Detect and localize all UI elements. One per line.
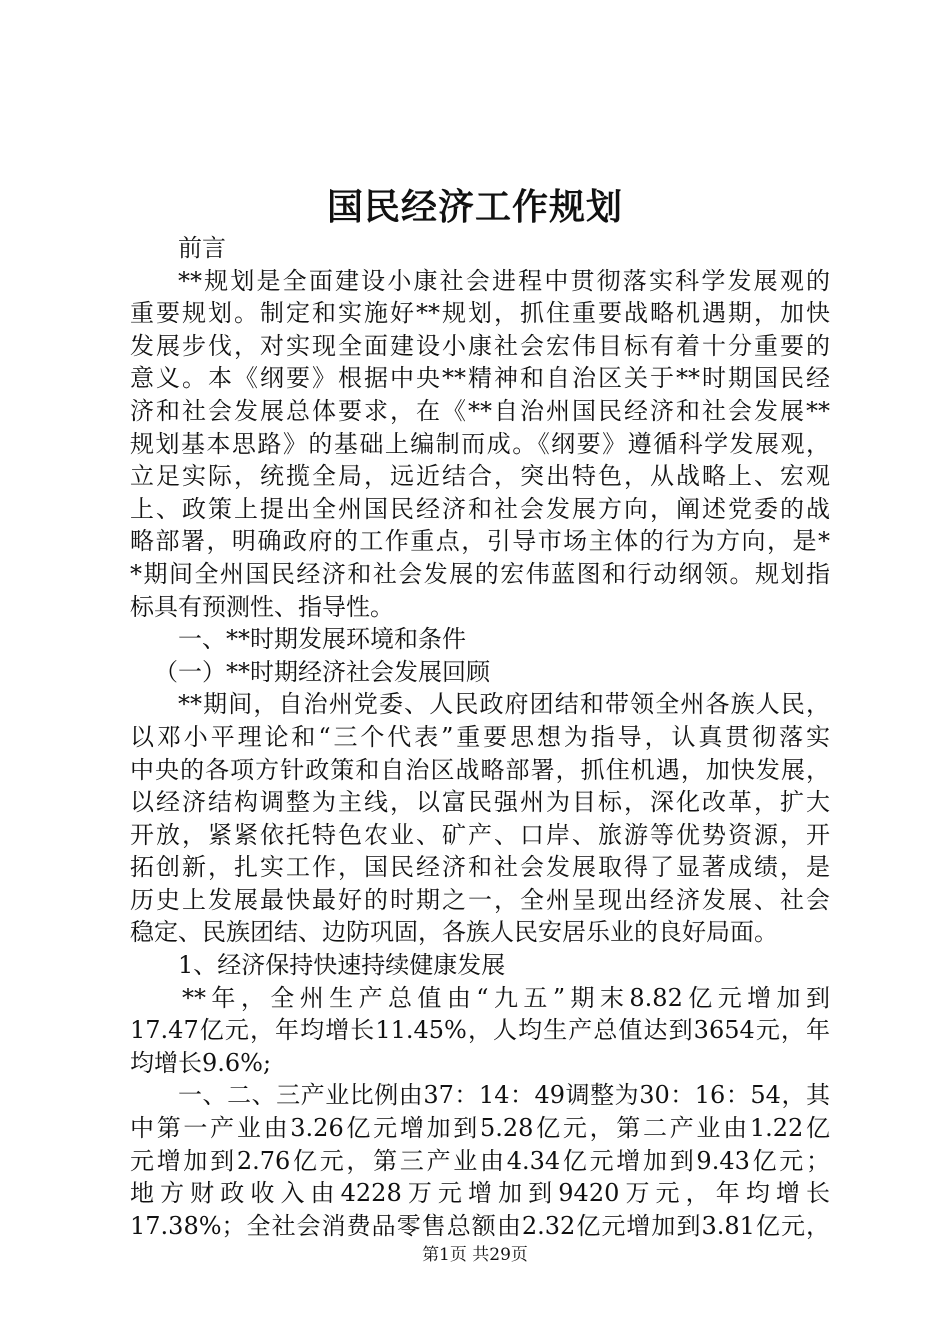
text-line: 历史上发展最快最好的时期之一，全州呈现出经济发展、社会 — [130, 885, 830, 914]
document-body — [130, 232, 830, 1242]
text-line: 上、政策上提出全州国民经济和社会发展方向，阐述党委的战 — [130, 494, 830, 523]
text-line: 标具有预测性、指导性。 — [130, 592, 394, 621]
text-line: 开放，紧紧依托特色农业、矿产、口岸、旅游等优势资源，开 — [130, 820, 830, 849]
text-line: 中央的各项方针政策和自治区战略部署，抓住机遇，加快发展， — [130, 755, 830, 784]
document-title: 国民经济工作规划 — [326, 186, 623, 228]
text-line: **规划是全面建设小康社会进程中贯彻落实科学发展观的 — [178, 266, 830, 295]
text-line: 重要规划。制定和实施好**规划，抓住重要战略机遇期，加快 — [130, 299, 830, 328]
text-line: 17.38%；全社会消费品零售总额由2.32亿元增加到3.81亿元， — [130, 1211, 830, 1240]
text-line: 元增加到2.76亿元，第三产业由4.34亿元增加到9.43亿元； — [130, 1146, 830, 1175]
text-line: 意义。本《纲要》根据中央**精神和自治区关于**时期国民经 — [130, 364, 830, 393]
text-line: 以邓小平理论和“三个代表”重要思想为指导，认真贯彻落实 — [130, 722, 830, 751]
text-line: 17.47亿元，年均增长11.45%，人均生产总值达到3654元，年 — [130, 1016, 830, 1045]
section-heading: 一、**时期发展环境和条件 — [178, 625, 466, 654]
text-line: **年，全州生产总值由“九五”期末8.82亿元增加到 — [182, 983, 830, 1012]
text-line: 前言 — [178, 234, 226, 262]
text-line: 稳定、民族团结、边防巩固，各族人民安居乐业的良好局面。 — [130, 918, 778, 947]
page-footer: 第1页 共29页 — [422, 1245, 528, 1265]
text-line: 地方财政收入由4228万元增加到9420万元，年均增长 — [130, 1179, 830, 1208]
text-line: 济和社会发展总体要求，在《**自治州国民经济和社会发展** — [130, 396, 830, 425]
text-line: *期间全州国民经济和社会发展的宏伟蓝图和行动纲领。规划指 — [130, 559, 830, 588]
text-line: **期间，自治州党委、人民政府团结和带领全州各族人民， — [178, 690, 830, 719]
text-line: 规划基本思路》的基础上编制而成。《纲要》遵循科学发展观， — [130, 429, 830, 458]
text-line: 立足实际，统揽全局，远近结合，突出特色，从战略上、宏观 — [130, 462, 830, 491]
text-line: 拓创新，扎实工作，国民经济和社会发展取得了显著成绩，是 — [130, 853, 830, 882]
text-line: 一、二、三产业比例由37：14：49调整为30：16：54，其 — [178, 1081, 830, 1110]
text-line: 发展步伐，对实现全面建设小康社会宏伟目标有着十分重要的 — [130, 331, 830, 360]
text-line: 中第一产业由3.26亿元增加到5.28亿元，第二产业由1.22亿 — [130, 1114, 830, 1143]
text-line: 略部署，明确政府的工作重点，引导市场主体的行为方向，是* — [130, 527, 830, 556]
subsection-heading: （一）**时期经济社会发展回顾 — [154, 657, 490, 686]
item-heading: 1、经济保持快速持续健康发展 — [178, 951, 506, 980]
text-line: 均增长9.6%; — [130, 1048, 272, 1077]
text-line: 以经济结构调整为主线，以富民强州为目标，深化改革，扩大 — [130, 788, 830, 817]
